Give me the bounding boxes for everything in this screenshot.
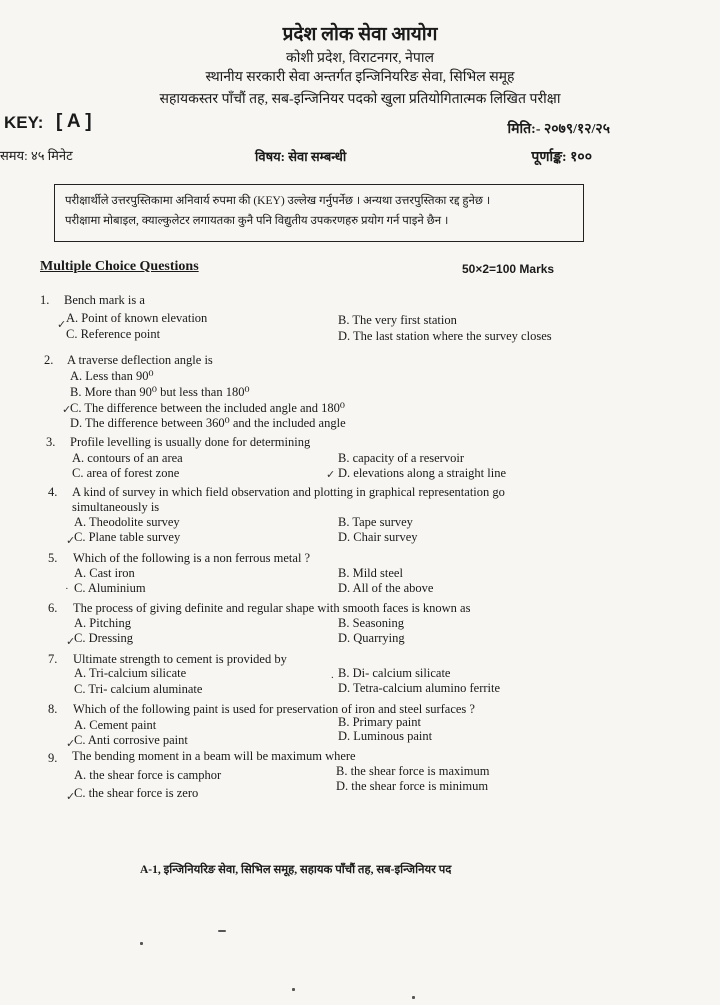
option-c: C. Dressing xyxy=(74,631,134,645)
option-c: C. the shear force is zero xyxy=(74,786,199,800)
answer-tick-mark: ✓ xyxy=(66,535,76,547)
option-d: D. Tetra-calcium alumino ferrite xyxy=(338,681,501,695)
option-b: B. Tape survey xyxy=(338,515,413,529)
option-b: B. Mild steel xyxy=(338,566,403,580)
question-number: 6. xyxy=(48,601,58,615)
option-a: A. Cement paint xyxy=(74,718,157,732)
full-marks: पूर्णाङ्क: १०० xyxy=(531,150,592,165)
option-d: D. elevations along a straight line xyxy=(338,466,507,480)
question-text-continued: simultaneously is xyxy=(72,500,160,514)
option-a: A. the shear force is camphor xyxy=(74,768,222,782)
option-c: C. Reference point xyxy=(66,327,161,341)
exam-subject: विषय: सेवा सम्बन्धी xyxy=(255,149,347,164)
question-number: 2. xyxy=(44,353,54,367)
question-text: Ultimate strength to cement is provided by xyxy=(73,652,287,666)
question-number: 1. xyxy=(40,293,50,307)
question-text: Which of the following paint is used for preservation of iron and steel surfaces ? xyxy=(73,702,475,716)
question-text: Bench mark is a xyxy=(64,293,145,307)
service-line: स्थानीय सरकारी सेवा अन्तर्गत इन्जिनियरिङ सेवा, सिभिल समूह xyxy=(205,70,515,85)
option-c: C. The difference between the included angle and 180⁰ xyxy=(70,401,345,415)
scan-speck xyxy=(412,996,415,999)
question-number: 8. xyxy=(48,702,58,716)
option-a: A. Theodolite survey xyxy=(74,515,180,529)
instruction-line-1: परीक्षार्थीले उत्तरपुस्तिकामा अनिवार्य रुपमा की (KEY) उल्लेख गर्नुपर्नेछ । अन्यथा उत्तरपुस्तिका रद्द हुनेछ । xyxy=(65,195,491,207)
question-number: 5. xyxy=(48,551,58,565)
option-d: D. Chair survey xyxy=(338,530,418,544)
question-text: A traverse deflection angle is xyxy=(67,353,213,367)
answer-tick-mark: ✓ xyxy=(66,791,76,803)
question-text: The process of giving definite and regular shape with smooth faces is known as xyxy=(73,601,471,615)
instruction-line-2: परीक्षामा मोबाइल, क्याल्कुलेटर लगायतका कुनै पनि विद्युतीय उपकरणहरु प्रयोग गर्न पाइने छैन । xyxy=(65,215,449,227)
answer-tick-mark: ✓ xyxy=(66,636,76,648)
page-footer: A-1, इन्जिनियरिङ सेवा, सिभिल समूह, सहायक पाँचौं तह, सब-इन्जिनियर पद xyxy=(140,864,452,876)
question-text: Which of the following is a non ferrous metal ? xyxy=(73,551,311,565)
option-c: C. Aluminium xyxy=(74,581,146,595)
answer-tick-mark: · xyxy=(65,583,69,595)
option-d: D. All of the above xyxy=(338,581,434,595)
option-d: D. the shear force is minimum xyxy=(336,779,489,793)
answer-tick-mark: ✓ xyxy=(66,738,76,750)
section-title: Multiple Choice Questions xyxy=(40,259,199,274)
scan-speck xyxy=(292,988,295,991)
answer-tick-mark: ✓ xyxy=(326,469,336,481)
key-label: KEY: xyxy=(4,113,44,132)
answer-tick-mark: ✓ xyxy=(62,404,72,416)
exam-time: समय: ४५ मिनेट xyxy=(0,148,73,163)
scan-speck xyxy=(218,930,226,932)
option-d: D. The last station where the survey closes xyxy=(338,329,552,343)
question-number: 3. xyxy=(46,435,56,449)
option-a: A. Cast iron xyxy=(74,566,135,580)
question-number: 9. xyxy=(48,751,58,765)
question-text: Profile levelling is usually done for determining xyxy=(70,435,311,449)
option-c: C. Anti corrosive paint xyxy=(74,733,188,747)
option-b: B. capacity of a reservoir xyxy=(338,451,464,465)
option-d: D. Quarrying xyxy=(338,631,405,645)
answer-tick-mark: . xyxy=(331,669,334,681)
commission-title: प्रदेश लोक सेवा आयोग xyxy=(282,24,438,45)
option-c: C. Plane table survey xyxy=(74,530,181,544)
scan-speck xyxy=(140,942,143,945)
question-number: 7. xyxy=(48,652,58,666)
option-b: B. The very first station xyxy=(338,313,457,327)
option-b: B. Di- calcium silicate xyxy=(338,666,451,680)
key-value: [ A ] xyxy=(56,111,92,132)
option-c: C. area of forest zone xyxy=(72,466,180,480)
option-a: A. Pitching xyxy=(74,616,131,630)
option-c: C. Tri- calcium aluminate xyxy=(74,682,203,696)
exam-date: मिति:- २०७९/१२/२५ xyxy=(507,122,610,137)
option-d: D. The difference between 360⁰ and the included angle xyxy=(70,416,346,430)
answer-tick-mark: ✓ xyxy=(57,319,67,331)
question-text: A kind of survey in which field observation and plotting in graphical representation go xyxy=(72,485,505,499)
option-b: B. Primary paint xyxy=(338,715,421,729)
section-marks: 50×2=100 Marks xyxy=(462,262,555,276)
option-a: A. Point of known elevation xyxy=(66,311,208,325)
province-line: कोशी प्रदेश, विराटनगर, नेपाल xyxy=(286,51,434,66)
instruction-box xyxy=(54,184,584,242)
option-a: A. Less than 90⁰ xyxy=(70,369,154,383)
option-d: D. Luminous paint xyxy=(338,729,433,743)
question-number: 4. xyxy=(48,485,58,499)
exam-line: सहायकस्तर पाँचौं तह, सब-इन्जिनियर पदको खुला प्रतियोगितात्मक लिखित परीक्षा xyxy=(159,92,561,107)
question-text: The bending moment in a beam will be maximum where xyxy=(72,749,356,763)
option-a: A. Tri-calcium silicate xyxy=(74,666,187,680)
option-b: B. the shear force is maximum xyxy=(336,764,490,778)
option-a: A. contours of an area xyxy=(72,451,183,465)
option-b: B. More than 90⁰ but less than 180⁰ xyxy=(70,385,250,399)
option-b: B. Seasoning xyxy=(338,616,404,630)
